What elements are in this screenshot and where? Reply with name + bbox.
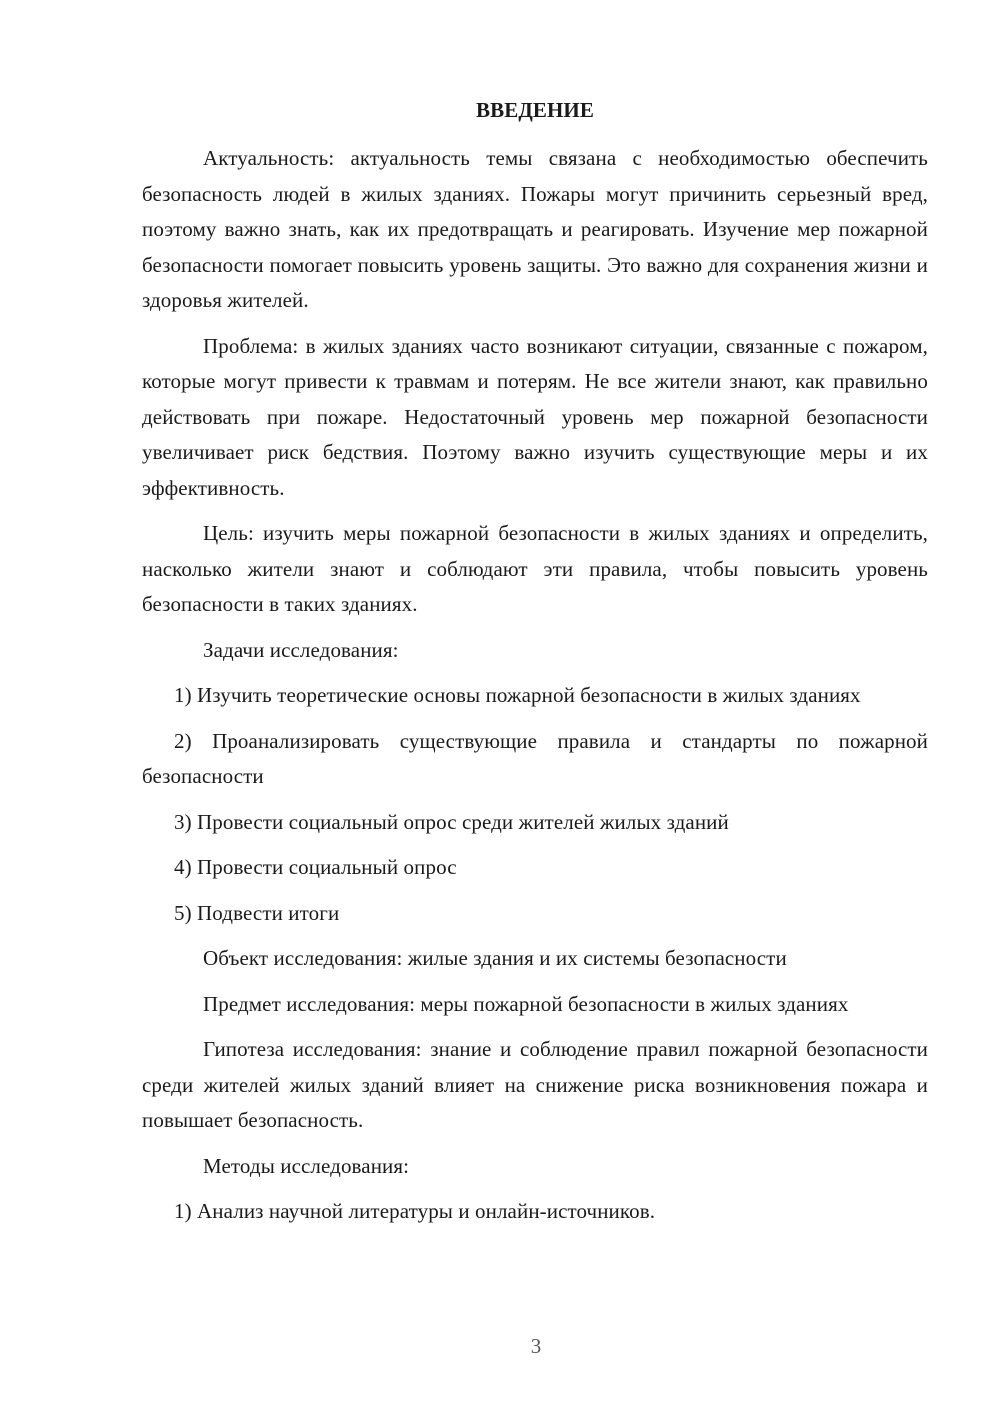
task-item-4: 4) Провести социальный опрос	[174, 855, 457, 879]
task-item-5: 5) Подвести итоги	[174, 900, 340, 925]
problem-paragraph: Проблема: в жилых зданиях часто возникают ситуации, связанные с пожаром, которые могут привести к травмам и потерям. Не все жители знают, как правильно действовать при пожаре. Недостаточный уровень мер пожарной безопасности увеличивает риск бедствия. Поэтому важно изучить существующие меры и их эффективность.	[142, 333, 928, 500]
page-title: ВВЕДЕНИЕ	[476, 98, 594, 122]
task-item-3: 3) Провести социальный опрос среди жителей жилых зданий	[174, 809, 729, 834]
task-item-2: 2) Проанализировать существующие правила и стандарты по пожарной безопасности	[142, 728, 928, 788]
method-item-1: 1) Анализ научной литературы и онлайн-источников.	[174, 1199, 656, 1223]
page-number: 3	[530, 1334, 542, 1358]
object-paragraph: Объект исследования: жилые здания и их системы безопасности	[203, 946, 787, 970]
document-page	[142, 92, 928, 1240]
hypothesis-paragraph: Гипотеза исследования: знание и соблюдение правил пожарной безопасности среди жителей жилых зданий влияет на снижение риска возникновения пожара и повышает безопасность.	[142, 1037, 928, 1132]
relevance-paragraph: Актуальность: актуальность темы связана с необходимостью обеспечить безопасность людей в жилых зданиях. Пожары могут причинить серьезный вред, поэтому важно знать, как их предотвращать и реагировать. Изучение мер пожарной безопасности помогает повысить уровень защиты. Это важно для сохранения жизни и здоровья жителей.	[142, 146, 928, 312]
tasks-heading: Задачи исследования:	[203, 637, 399, 662]
subject-paragraph: Предмет исследования: меры пожарной безопасности в жилых зданиях	[203, 991, 849, 1016]
goal-paragraph: Цель: изучить меры пожарной безопасности в жилых зданиях и определить, насколько жители знают и соблюдают эти правила, чтобы повысить уровень безопасности в таких зданиях.	[142, 521, 928, 616]
methods-heading: Методы исследования:	[203, 1153, 410, 1178]
task-item-1: 1) Изучить теоретические основы пожарной безопасности в жилых зданиях	[174, 683, 861, 707]
